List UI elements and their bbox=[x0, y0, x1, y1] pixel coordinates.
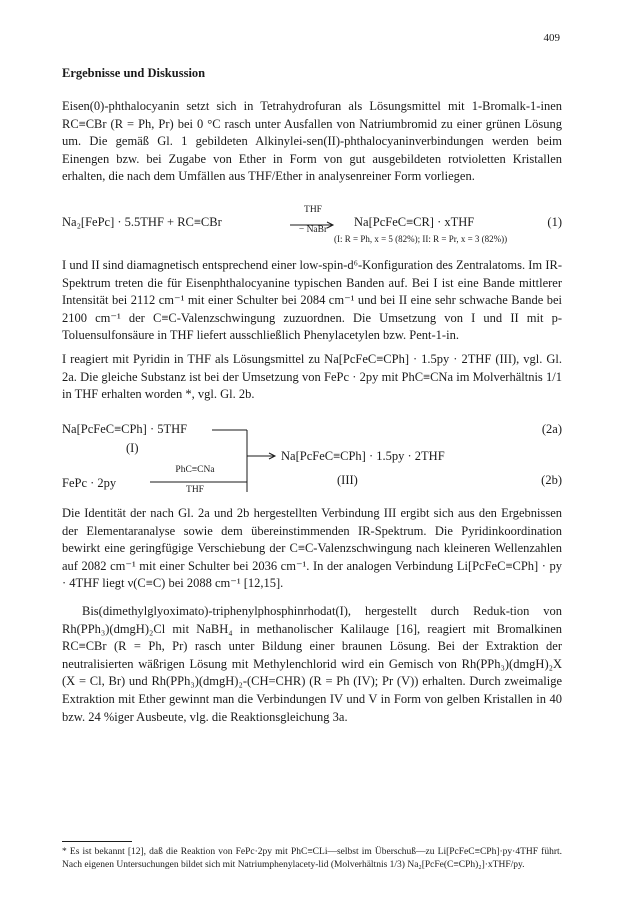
scheme-reactant-b: FePc · 2py bbox=[62, 476, 117, 490]
equation-1-number: (1) bbox=[547, 215, 562, 229]
paragraph-2: I und II sind diamagnetisch entsprechend einer low-spin-d⁶-Konfiguration des Zentralatoms. Im IR-Spektrum treten die für Eisenphthalocyanine typischen Banden auf. Bei I ist eine Bande mittlerer Intensität bei 2112 cm⁻¹ mit einer Schulter bei 2084 cm⁻¹ und bei II eine sehr schwache Bande bei 2100 cm⁻¹ der C≡C-Valenzschwingung zuzuordnen. Die Umsetzung von I und II mit p-Toluensulfonsäure in THF liefert ausschließlich Phenylacetylen bzw. Pent-1-in. bbox=[62, 258, 562, 343]
scheme-number-b: (2b) bbox=[541, 473, 562, 487]
scheme-label-a: (I) bbox=[126, 441, 139, 455]
page-number: 409 bbox=[543, 32, 560, 44]
equation-1-left: Na₂[FePc] · 5.5THF + RC≡CBr bbox=[62, 215, 222, 229]
paragraph-3: I reagiert mit Pyridin in THF als Lösungsmittel zu Na[PcFeC≡CPh] · 1.5py · 2THF (III), vgl. Gl. 2a. Die gleiche Substanz ist bei der Umsetzung von FePc · 2py mit PhC≡CNa im Molverhältnis 1/1 in THF erhalten worden *, vgl. Gl. 2b. bbox=[62, 352, 562, 402]
reaction-scheme-2 bbox=[62, 418, 562, 498]
paragraph-5: Bis(dimethylglyoximato)-triphenylphosphinrhodat(I), hergestellt durch Reduk-tion von Rh(PPh₃)(dmgH)₂Cl mit NaBH₄ in methanolischer Kalilauge [16], reagiert mit Bromalkinen RC≡CBr (R = Ph, Pr) rasch unter Bildung einer braunen Lösung. Bei der Extraktion der neutralisierten wäßrigen Lösung mit Methylenchlorid wird ein Gemisch von Rh(PPh₃)(dmgH)₂X (X = Cl, Br) und Rh(PPh₃)(dmgH)₂-(CH=CHR) (R = Ph (IV); Pr (V)) erhalten. Durch zweimalige Extraktion mit Ether gewinnt man die Verbindungen IV und V in Form von gelben Kristallen in 40 bzw. 24 %iger Ausbeute, vlg. die Reaktionsgleichung 3a. bbox=[62, 604, 562, 724]
equation-1-arrow-bottom: − NaBr bbox=[298, 225, 328, 235]
scheme-arrow-b-top: PhC≡CNa bbox=[175, 465, 215, 475]
scheme-arrow-b-bottom: THF bbox=[186, 485, 204, 495]
scheme-product: Na[PcFeC≡CPh] · 1.5py · 2THF bbox=[281, 449, 445, 463]
paragraph-1: Eisen(0)-phthalocyanin setzt sich in Tetrahydrofuran als Lösungsmittel mit 1-Bromalk-1-inen RC≡CBr (R = Ph, Pr) bei 0 °C rasch unter Ausfallen von Natriumbromid zu einer grünen Lösung um. Die gemäß Gl. 1 gebildeten Alkinylei-sen(II)-phthalocyaninverbindungen werden beim Einengen bzw. bei Zugabe von Ether in Form von gut ausgebildeten rotvioletten Kristallen erhalten, die nach dem Umfällen aus THF/Ether in analysenreiner Form vorliegen. bbox=[62, 99, 562, 184]
footnote-rule bbox=[62, 841, 132, 842]
scheme-reactant-a: Na[PcFeC≡CPh] · 5THF bbox=[62, 422, 188, 436]
scheme-number-a: (2a) bbox=[541, 422, 562, 436]
equation-1-right: Na[PcFeC≡CR] · xTHF bbox=[354, 215, 475, 229]
equation-1-arrow-top: THF bbox=[304, 205, 322, 215]
equation-1 bbox=[62, 205, 562, 247]
footnote: * Es ist bekannt [12], daß die Reaktion von FePc·2py mit PhC≡CLi—selbst im Überschuß—zu Li[PcFeC≡CPh]·py·4THF führt. Nach eigenen Untersuchungen bildet sich mit Natriumphenylacety-lid (Molverhältnis 1/3) Na₂[PcFe(C≡CPh)₂]·xTHF/py. bbox=[62, 847, 562, 870]
section-heading: Ergebnisse und Diskussion bbox=[62, 66, 206, 80]
paragraph-4: Die Identität der nach Gl. 2a und 2b hergestellten Verbindung III ergibt sich aus den Ergebnissen der Elementaranalyse sowie dem übereinstimmenden IR-Spektrum. Die Pyridinkoordination bewirkt eine geringfügige Verschiebung der C≡C-Valenzschwingung nach kleineren Wellenzahlen auf 2082 cm⁻¹ mit einer Schulter bei 2036 cm⁻¹. In der analogen Verbindung Li[PcFeC≡CPh] · py · 4THF liegt ν(C≡C) bei 2088 cm⁻¹ [12,15]. bbox=[62, 506, 562, 591]
equation-1-note: (I: R = Ph, x = 5 (82%); II: R = Pr, x = 3 (82%)) bbox=[334, 234, 508, 244]
scheme-label-product: (III) bbox=[337, 473, 358, 487]
